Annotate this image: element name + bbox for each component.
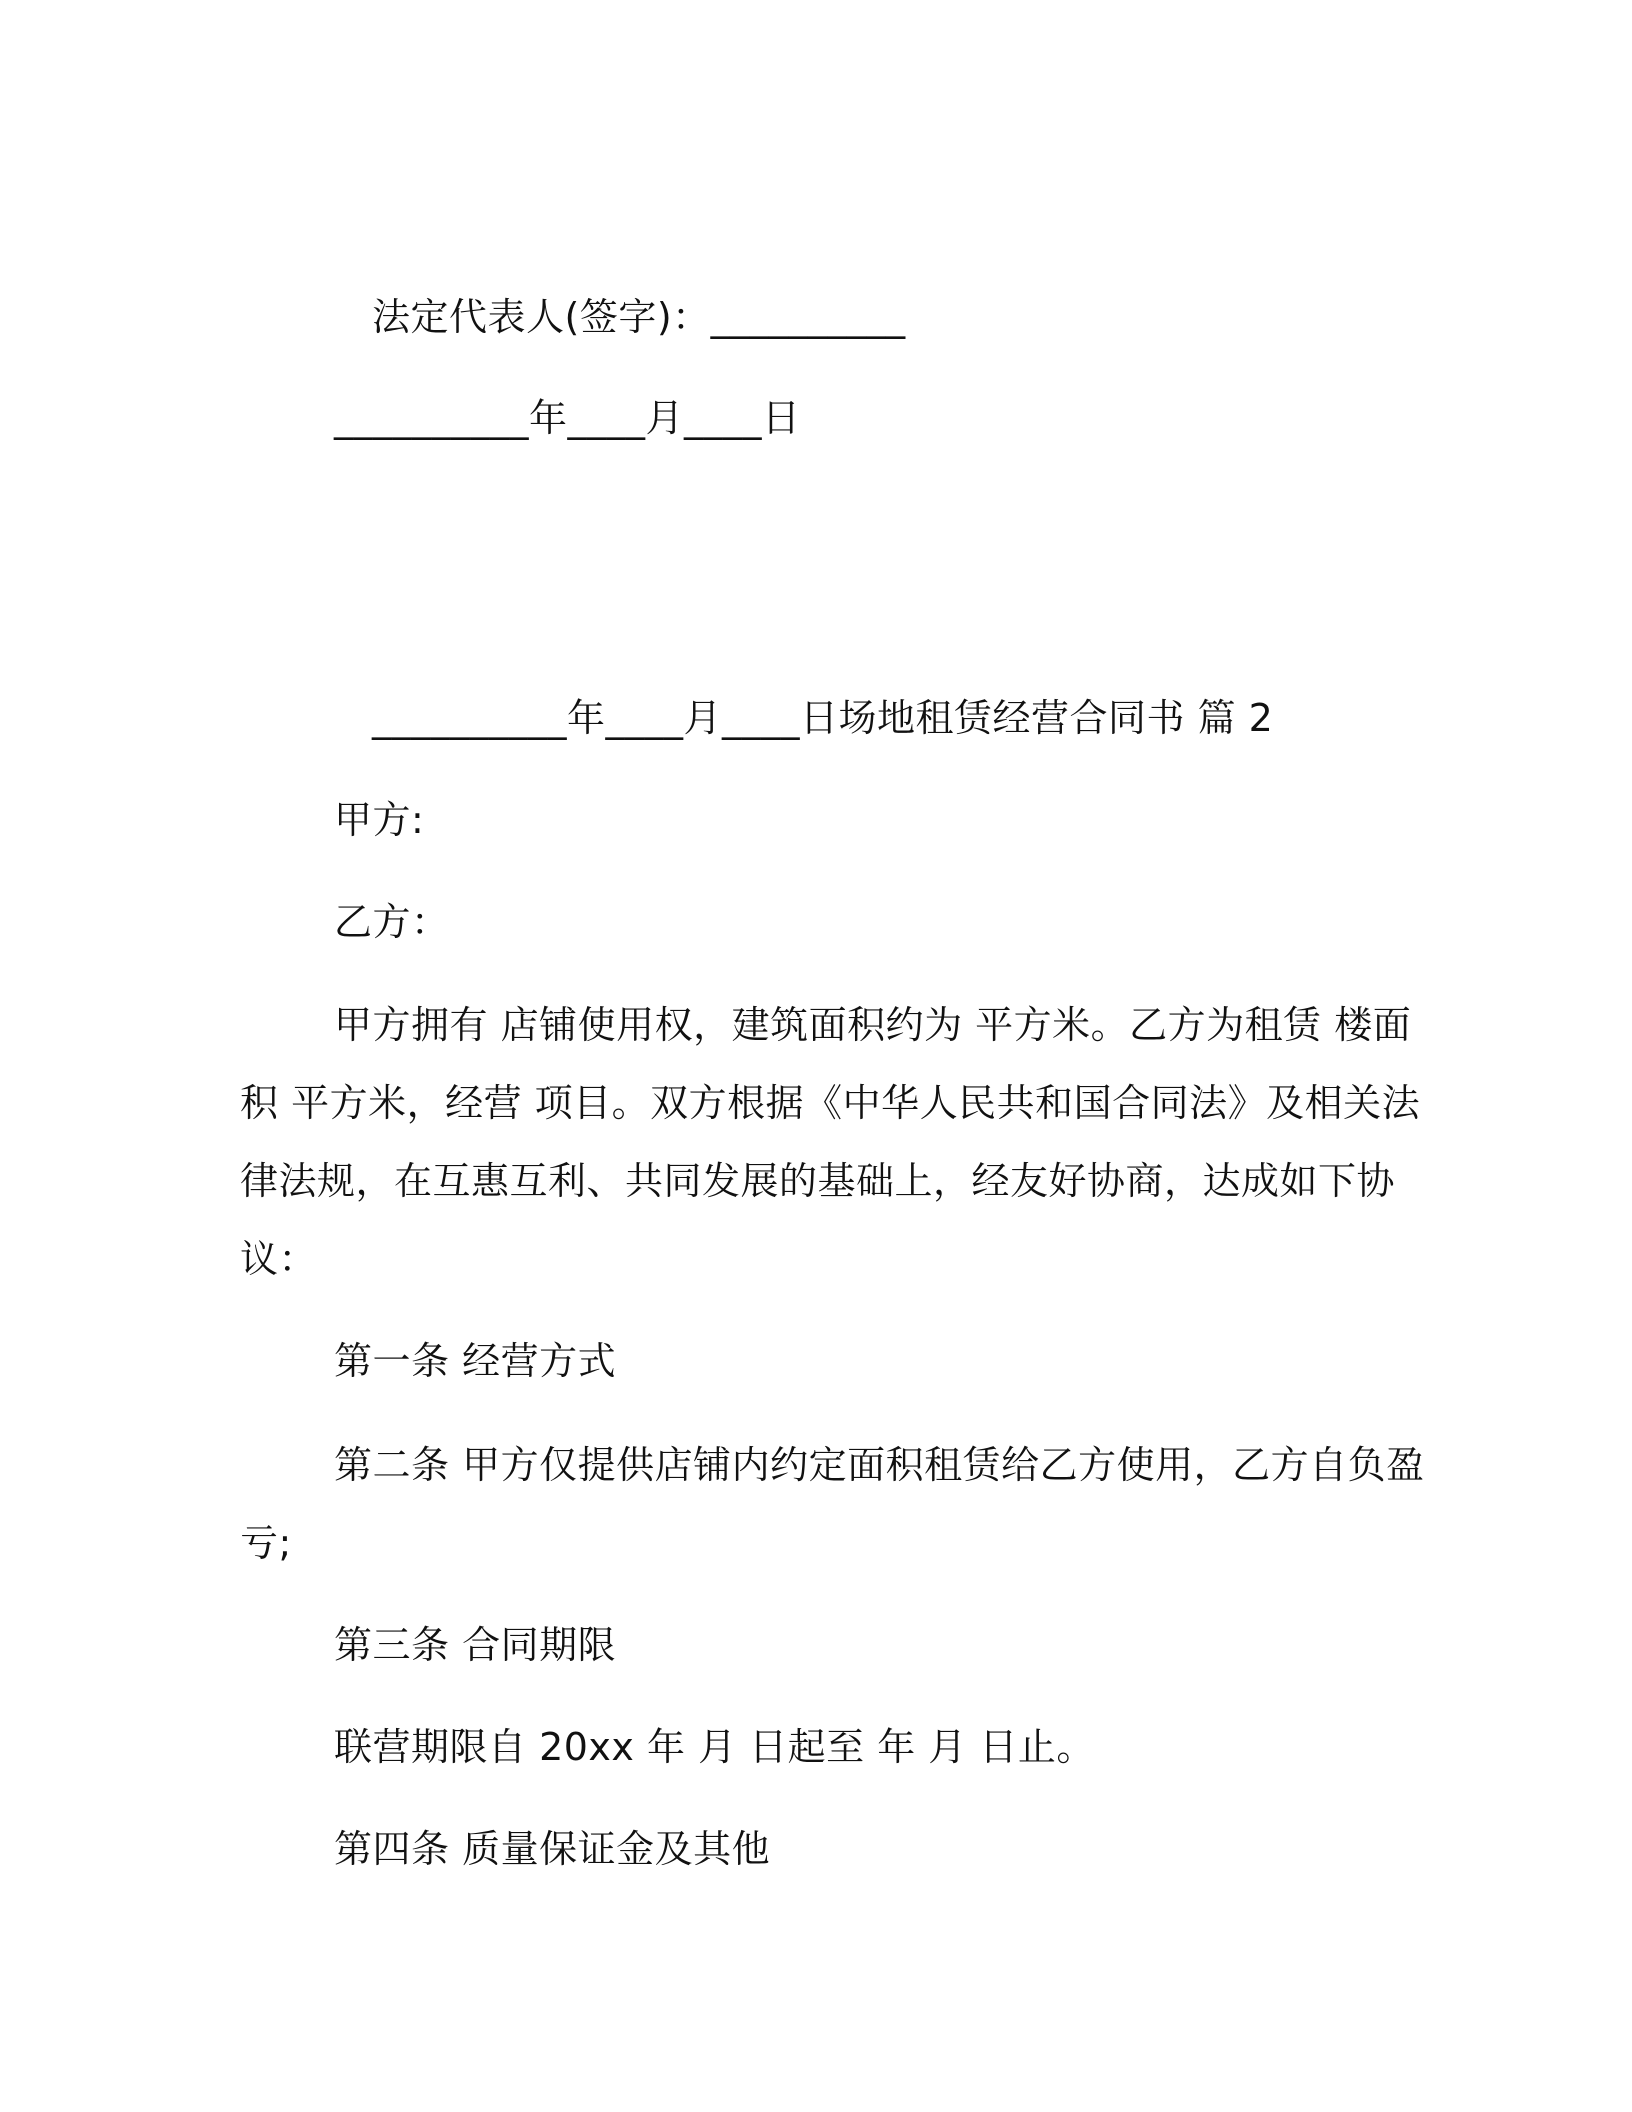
article-2-line-1: 第二条 甲方仅提供店铺内约定面积租赁给乙方使用，乙方自负盈: [334, 1443, 1425, 1487]
contract-term-text: 联营期限自 20xx 年 月 日起至 年 月 日止。: [334, 1725, 1095, 1769]
preamble-line-1: 甲方拥有 店铺使用权，建筑面积约为 平方米。乙方为租赁 楼面: [334, 1003, 1412, 1047]
article-3-heading: 第三条 合同期限: [334, 1623, 617, 1667]
preamble-line-3: 律法规，在互惠互利、共同发展的基础上，经友好协商，达成如下协: [240, 1159, 1396, 1203]
representative-signature-line: 法定代表人(签字)：__________: [372, 295, 906, 339]
article-4-heading: 第四条 质量保证金及其他: [334, 1827, 771, 1871]
contract-title: __________年____月____日场地租赁经营合同书 篇 2: [372, 696, 1274, 740]
article-1-heading: 第一条 经营方式: [334, 1339, 617, 1383]
preamble-line-4: 议：: [240, 1237, 318, 1281]
signature-date-line: __________年____月____日: [334, 396, 801, 440]
article-2-line-2: 亏;: [240, 1521, 292, 1565]
party-b-label: 乙方：: [334, 900, 450, 944]
preamble-line-2: 积 平方米，经营 项目。双方根据《中华人民共和国合同法》及相关法: [240, 1081, 1421, 1125]
party-a-label: 甲方:: [334, 798, 425, 842]
